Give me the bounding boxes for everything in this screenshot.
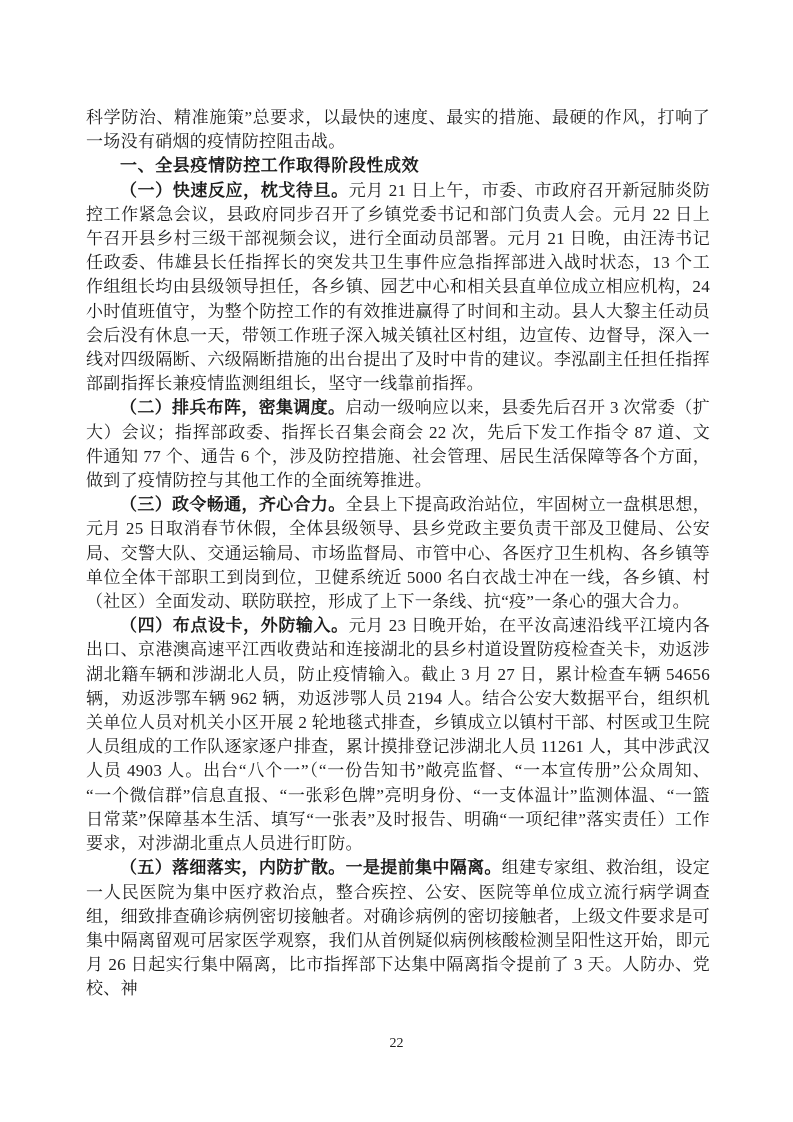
document-body [86,106,710,1002]
paragraph-lead: （二）排兵布阵，密集调度。 [120,398,346,418]
paragraph [86,856,710,1001]
paragraph-text: 元月 21 日上午，市委、市政府召开新冠肺炎防控工作紧急会议，县政府同步召开了乡镇党委书记和部门负责人会。元月 22 日上午召开县乡村三级干部视频会议，进行全面动员部署。元月 21 日晚，由汪涛书记任政委、伟雄县长任指挥长的突发共卫生事件应急指挥部进入战时状态，13 个工作组组长均由县级领导担任，各乡镇、园艺中心和相关县直单位成立相应机构，24 小时值班值守，为整个防控工作的有效推进赢得了时间和主动。县人大黎主任动员会后没有休息一天，带领工作班子深入城关镇社区村组，边宣传、边督导，深入一线对四级隔断、六级隔断措施的出台提出了及时中肯的建议。李泓副主任担任指挥部副指挥长兼疫情监测组组长，坚守一线靠前指挥。 [86,180,710,394]
paragraph-lead: （五）落细落实，内防扩散。一是提前集中隔离。 [120,858,502,878]
paragraph [86,614,710,856]
paragraph-lead: （一）快速反应，枕戈待旦。 [120,180,349,200]
paragraph-text: 元月 23 日晚开始，在平汝高速沿线平江境内各出口、京港澳高速平江西收费站和连接湖北的县乡村道设置防疫检查关卡，劝返涉湖北籍车辆和涉湖北人员，防止疫情输入。截止 3 月 27 日，累计检查车辆 54656 辆，劝返涉鄂车辆 962 辆，劝返涉鄂人员 2194 人。结合公安大数据平台，组织机关单位人员对机关小区开展 2 轮地毯式排查，乡镇成立以镇村干部、村医或卫生院人员组成的工作队逐家逐户排查，累计摸排登记涉湖北人员 11261 人，其中涉武汉人员 4903 人。出台“八个一”（“一份告知书”敞亮监督、“一本宣传册”公众周知、“一个微信群”信息直报、“一张彩色牌”亮明身份、“一支体温计”监测体温、“一篮日常菜”保障基本生活、填写“一张表”及时报告、明确“一项纪律”落实责任）工作要求，对涉湖北重点人员进行盯防。 [86,616,710,854]
paragraph-text: 组建专家组、救治组，设定一人民医院为集中医疗救治点，整合疾控、公安、医院等单位成立流行病学调查组，细致排查确诊病例密切接触者。对确诊病例的密切接触者，上级文件要求是可集中隔离留观可居家医学观察，我们从首例疑似病例核酸检测呈阳性这开始，即元月 26 日起实行集中隔离，比市指挥部下达集中隔离指令提前了 3 天。人防办、党校、神 [86,858,710,999]
paragraph [86,493,710,614]
paragraph-text: 一、全县疫情防控工作取得阶段性成效 [120,156,420,176]
paragraph-text: 启动一级响应以来，县委先后召开 3 次常委（扩大）会议；指挥部政委、指挥长召集会商会 22 次，先后下发工作指令 87 道、文件通知 77 个、通告 6 个，涉及防控措施、社会管理、居民生活保障等各个方面，做到了疫情防控与其他工作的全面统筹推进。 [86,398,710,491]
paragraph [86,179,710,397]
paragraph-text: 全县上下提高政治站位，牢固树立一盘棋思想，元月 25 日取消春节休假，全体县级领导、县乡党政主要负责干部及卫健局、公安局、交警大队、交通运输局、市场监督局、市管中心、各医疗卫生机构、各乡镇等单位全体干部职工到岗到位，卫健系统近 5000 名白衣战士冲在一线，各乡镇、村（社区）全面发动、联防联控，形成了上下一条线、抗“疫”一条心的强大合力。 [86,495,710,612]
paragraph-text: 科学防治、精准施策”总要求，以最快的速度、最实的措施、最硬的作风，打响了一场没有硝烟的疫情防控阻击战。 [86,108,710,152]
section-heading [86,154,710,178]
paragraph [86,106,710,154]
page-footer [0,1036,793,1052]
paragraph [86,396,710,493]
page-number: 22 [389,1036,404,1051]
paragraph-lead: （四）布点设卡，外防输入。 [120,616,349,636]
paragraph-lead: （三）政令畅通，齐心合力。 [120,495,346,515]
